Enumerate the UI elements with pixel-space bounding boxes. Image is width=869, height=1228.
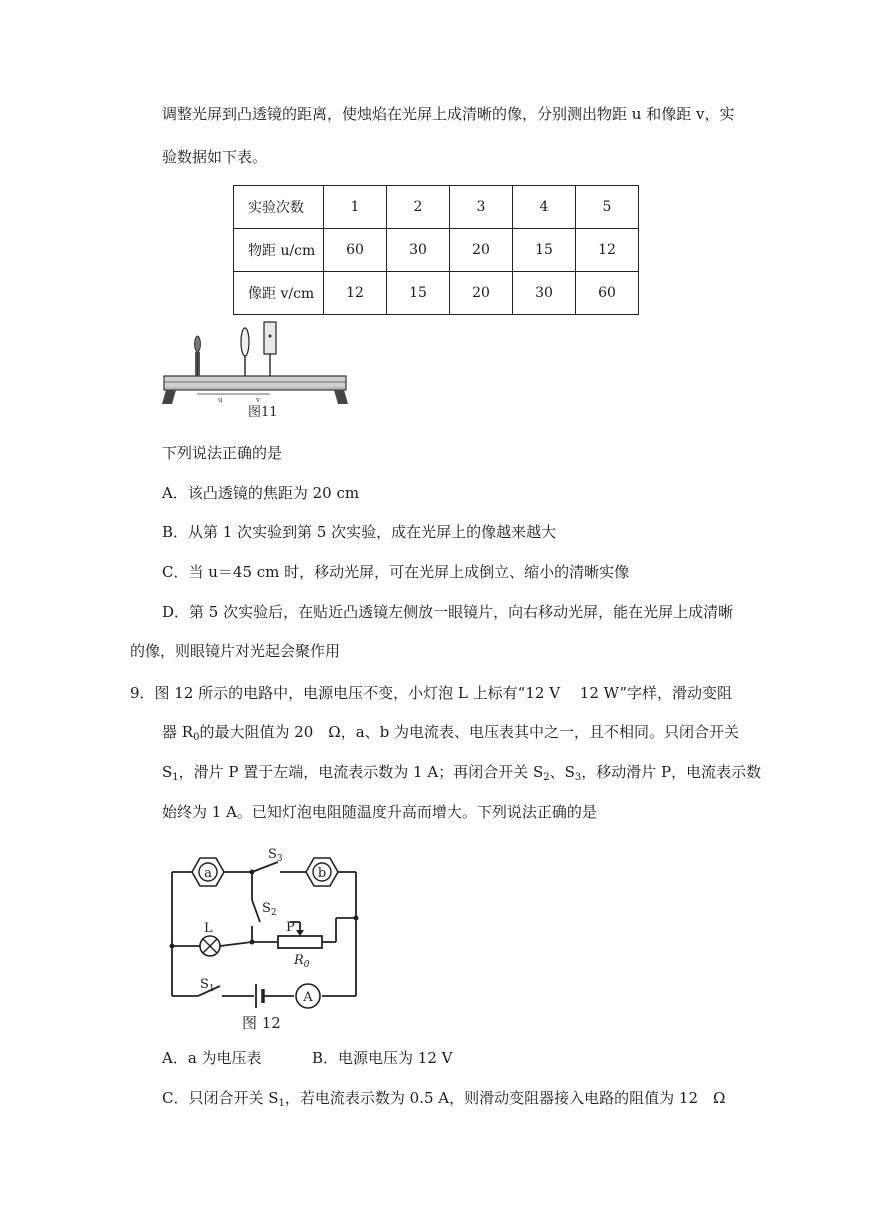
table-row-label: 像距 v/cm — [234, 272, 324, 315]
question-8-option-d-cont: 的像，则眼镜片对光起会聚作用 — [130, 642, 341, 660]
circuit-diagram-figure — [160, 838, 370, 1038]
table-cell: 12 — [576, 229, 639, 272]
question-8-option-a: A．该凸透镜的焦距为 20 cm — [162, 484, 360, 502]
switch-s1-label: $S_1$ — [200, 977, 215, 994]
optical-bench-figure — [160, 318, 350, 428]
table-row-label: 物距 u/cm — [234, 229, 324, 272]
intro-line-2: 验数据如下表。 — [162, 148, 268, 166]
lamp-label: L — [204, 921, 213, 936]
table-row — [234, 272, 639, 315]
switch-s3-label: $S_3$ — [268, 847, 283, 864]
bench-leg-left — [162, 390, 176, 404]
meter-b-icon — [306, 858, 338, 886]
table-cell: 3 — [450, 186, 513, 229]
table-cell: 30 — [513, 272, 576, 315]
table-row — [234, 229, 639, 272]
rheostat-label: $R_0$ — [294, 953, 310, 970]
table-cell: 30 — [387, 229, 450, 272]
candle-icon — [195, 336, 201, 376]
question-9-line-3: $S_1$，滑片 P 置于左端，电流表示数为 1 A；再闭合开关 $S_2$、$S_3$，移动滑片 P，电流表示数 — [162, 763, 762, 783]
question-9-line-4: 始终为 1 A。已知灯泡电阻随温度升高而增大。下列说法正确的是 — [162, 803, 597, 821]
figure-12-caption: 图 12 — [242, 1014, 281, 1032]
question-8-option-c: C．当 u＝45 cm 时，移动光屏，可在光屏上成倒立、缩小的清晰实像 — [162, 563, 630, 581]
intro-line-1: 调整光屏到凸透镜的距离，使烛焰在光屏上成清晰的像，分别测出物距 u 和像距 v，实 — [162, 105, 735, 123]
table-cell: 1 — [324, 186, 387, 229]
table-cell: 5 — [576, 186, 639, 229]
table-cell: 20 — [450, 229, 513, 272]
svg-text:u: u — [218, 396, 223, 404]
figure-11-caption: 图11 — [248, 405, 278, 420]
table-row — [234, 186, 639, 229]
table-cell: 2 — [387, 186, 450, 229]
lamp-icon — [200, 936, 220, 956]
table-cell: 15 — [387, 272, 450, 315]
question-9-line-2: 器 $R_0$的最大阻值为 20 Ω，a、b 为电流表、电压表其中之一，且不相同。只闭合开关 — [162, 723, 740, 743]
question-8-option-b: B．从第 1 次实验到第 5 次实验，成在光屏上的像越来越大 — [162, 523, 557, 541]
meter-b-label: b — [317, 866, 327, 881]
svg-text:v: v — [256, 396, 260, 404]
question-9-option-b: B．电源电压为 12 V — [312, 1049, 453, 1067]
table-cell: 60 — [324, 229, 387, 272]
question-9-line-1: 9．图 12 所示的电路中，电源电压不变，小灯泡 L 上标有“12 V 12 W”字样，滑动变阻 — [130, 684, 733, 702]
ammeter-icon — [296, 984, 320, 1008]
table-cell: 12 — [324, 272, 387, 315]
light-screen-icon — [264, 322, 276, 376]
table-cell: 4 — [513, 186, 576, 229]
table-row-label: 实验次数 — [234, 186, 324, 229]
ammeter-label: A — [303, 990, 313, 1005]
question-9-option-a: A．a 为电压表 — [162, 1049, 262, 1067]
convex-lens-icon — [241, 328, 249, 376]
slider-label: P — [286, 920, 295, 935]
meter-a-icon — [192, 858, 224, 886]
table-cell: 15 — [513, 229, 576, 272]
question-9-option-c: C．只闭合开关 $S_1$，若电流表示数为 0.5 A，则滑动变阻器接入电路的阻值为 12 Ω — [162, 1089, 726, 1109]
experiment-data-table — [233, 185, 639, 315]
table-cell: 60 — [576, 272, 639, 315]
question-8-prompt: 下列说法正确的是 — [162, 444, 283, 462]
bench-leg-right — [334, 390, 348, 404]
switch-s2-label: $S_2$ — [262, 901, 277, 918]
meter-a-label: a — [204, 866, 212, 881]
question-8-option-d: D．第 5 次实验后，在贴近凸透镜左侧放一眼镜片，向右移动光屏，能在光屏上成清晰 — [162, 603, 734, 621]
table-cell: 20 — [450, 272, 513, 315]
